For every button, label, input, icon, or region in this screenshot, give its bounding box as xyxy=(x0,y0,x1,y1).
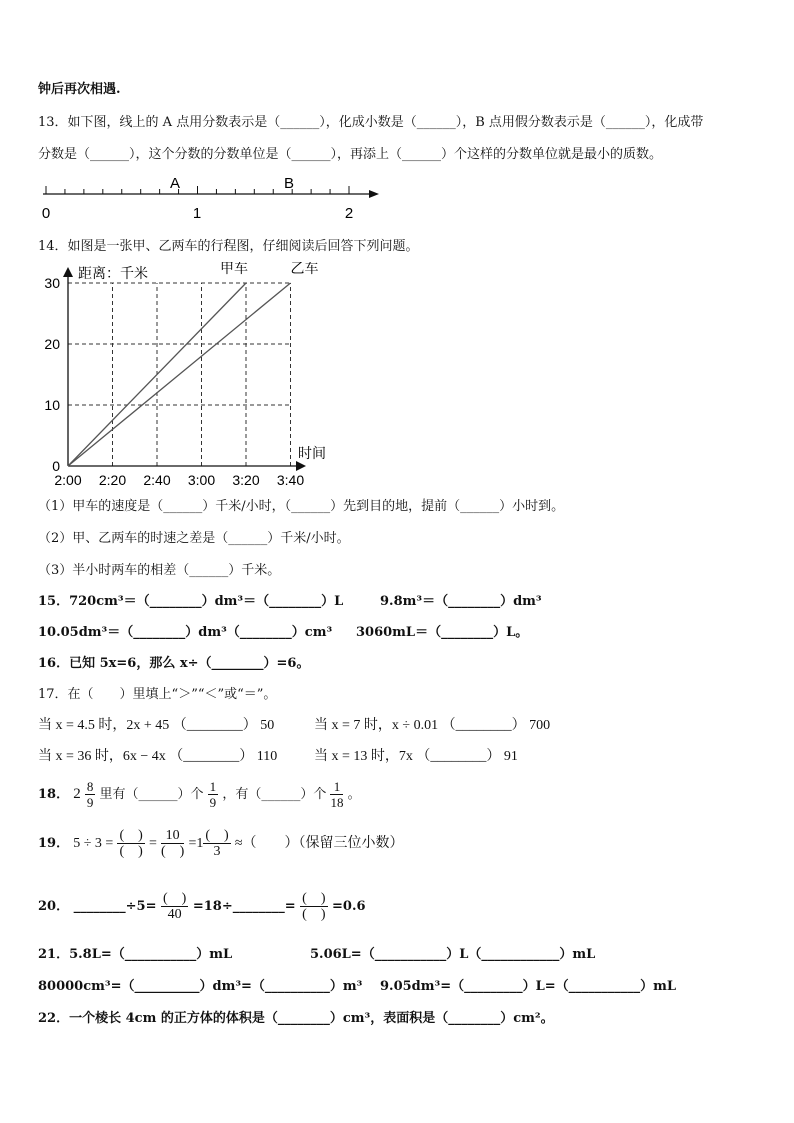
q17-a: 当 x = 4.5 时，2x + 45 （________） 50 xyxy=(38,718,275,733)
q12-tail: 钟后再次相遇. xyxy=(38,82,121,97)
q21-line1b: 5.06L=（___________）L（____________）mL xyxy=(310,947,596,962)
y-tick-label: 0 xyxy=(52,458,60,474)
q17-intro: 17．在（ ）里填上“＞”“＜”或“＝”。 xyxy=(38,687,277,702)
q15-line1a: 15．720cm³＝（________）dm³＝（________）L xyxy=(38,594,344,609)
x-tick-label: 2:00 xyxy=(54,472,82,488)
q19-fraction-3: $\frac{( )}{3}$ xyxy=(205,828,229,859)
q19-one: 1 xyxy=(196,836,204,851)
q18-whole: 2 xyxy=(73,786,81,802)
tick-0: 0 xyxy=(41,205,51,222)
q20-number: 20． xyxy=(38,899,70,914)
q15-line2a: 10.05dm³＝（________）dm³（________）cm³ xyxy=(38,625,333,640)
series-line xyxy=(68,283,291,466)
number-line-ticks xyxy=(46,186,349,194)
q17-b: 当 x = 7 时，x ÷ 0.01 （________） 700 xyxy=(314,718,551,733)
q22: 22．一个棱长 4cm 的正方体的体积是（________）cm³，表面积是（________）cm²。 xyxy=(38,1011,554,1026)
q18-text-2: ，有（______）个 xyxy=(222,787,327,802)
q18-fraction-2: $\frac{1}{9}$ xyxy=(209,779,217,810)
q20-fraction-1: $\frac{( )}{40}$ xyxy=(163,891,187,922)
q20-part-a: ________÷5= xyxy=(73,899,157,914)
x-axis-arrow xyxy=(296,461,306,471)
q20-part-b: =18÷________= xyxy=(192,899,296,914)
x-tick-label: 3:00 xyxy=(187,472,216,488)
q18 xyxy=(38,774,361,815)
q18-fraction-3: $\frac{1}{18}$ xyxy=(330,779,344,810)
series-label: 乙车 xyxy=(290,262,319,276)
y-tick-label: 10 xyxy=(44,397,60,413)
q17-c: 当 x = 36 时，6x − 4x （________） 110 xyxy=(38,749,278,764)
q14-sub2: （2）甲、乙两车的时速之差是（______）千米/小时。 xyxy=(38,531,350,546)
q19-approx: ≈（ ）（保留三位小数） xyxy=(234,836,404,851)
tick-1: 1 xyxy=(192,205,202,222)
q19-lead: 5 ÷ 3 = xyxy=(73,836,114,851)
series-label: 甲车 xyxy=(220,262,248,276)
q19-fraction-2: $\frac{10}{( )}$ xyxy=(160,828,185,859)
q20-fraction-2: $\frac{( )}{( )}$ xyxy=(302,891,326,922)
q16: 16．已知 5x=6，那么 x÷（________）=6。 xyxy=(38,656,310,671)
y-axis-label: 距离：千米 xyxy=(78,265,148,281)
x-tick-label: 3:40 xyxy=(276,472,305,488)
number-line-arrow xyxy=(369,190,379,198)
x-tick-labels xyxy=(54,472,304,488)
y-tick-labels xyxy=(44,275,60,474)
q21-line2b: 9.05dm³=（_________）L=（___________）mL xyxy=(380,979,677,994)
q13-line2: 分数是（______），这个分数的分数单位是（______），再添上（______）个这样的分数单位就是最小的质数。 xyxy=(38,147,663,162)
q13-line1: 13．如下图，线上的 A 点用分数表示是（______），化成小数是（______），B 点用假分数表示是（______），化成带 xyxy=(38,115,704,130)
tick-2: 2 xyxy=(344,205,354,222)
q18-text-3: 。 xyxy=(347,787,361,802)
y-tick-label: 30 xyxy=(44,275,60,291)
q14-sub3: （3）半小时两车的相差（______）千米。 xyxy=(38,563,281,578)
q21-line2a: 80000cm³=（__________）dm³=（__________）m³ xyxy=(38,979,363,994)
q19-fraction-1: $\frac{( )}{( )}$ xyxy=(119,828,143,859)
q14-intro: 14．如图是一张甲、乙两车的行程图，仔细阅读后回答下列问题。 xyxy=(38,239,419,254)
q19-eq-1: = xyxy=(148,836,157,851)
q15-line1b: 9.8m³＝（________）dm³ xyxy=(380,594,542,609)
number-line xyxy=(35,172,395,224)
y-axis-arrow xyxy=(63,267,73,277)
q19 xyxy=(38,822,404,866)
q14-sub1: （1）甲车的速度是（______）千米/小时，（______）先到目的地，提前（______）小时到。 xyxy=(38,499,565,514)
q18-number: 18． xyxy=(38,787,70,802)
series-lines xyxy=(68,262,319,466)
q18-text-1: 里有（______）个 xyxy=(99,787,204,802)
travel-chart xyxy=(30,262,340,492)
x-tick-label: 2:40 xyxy=(143,472,171,488)
q19-eq-2: = xyxy=(188,836,197,851)
x-tick-label: 2:20 xyxy=(98,472,127,488)
q20 xyxy=(38,884,366,930)
q19-number: 19． xyxy=(38,836,70,851)
x-axis-label: 时间 xyxy=(298,445,326,461)
q17-d: 当 x = 13 时，7x （________） 91 xyxy=(314,749,518,764)
x-tick-label: 3:20 xyxy=(232,472,260,488)
q18-fraction-1: $\frac{8}{9}$ xyxy=(86,779,94,810)
q20-part-c: =0.6 xyxy=(332,899,366,914)
y-tick-label: 20 xyxy=(44,336,60,352)
label-b: B xyxy=(283,175,295,192)
q15-line2b: 3060mL＝（________）L。 xyxy=(356,625,529,640)
label-a: A xyxy=(169,175,181,192)
q21-line1a: 21．5.8L=（___________）mL xyxy=(38,947,233,962)
